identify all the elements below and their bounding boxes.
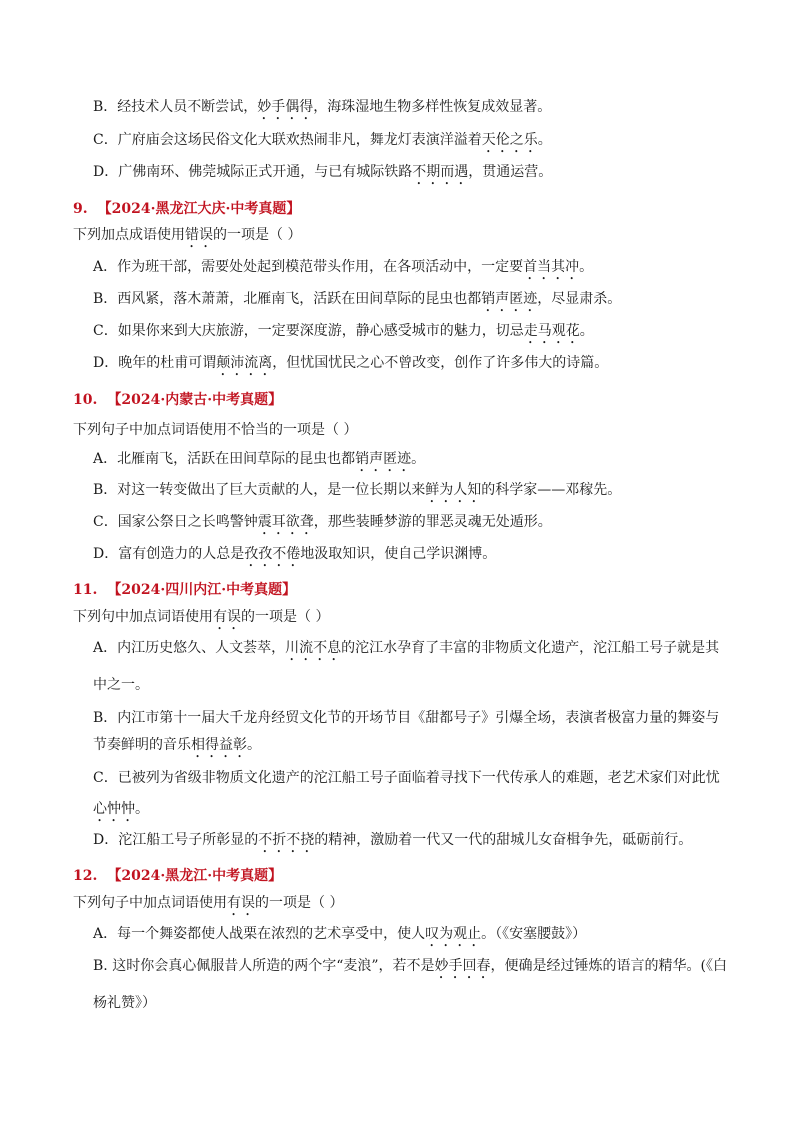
stem-text: 下列句中加点词语使用 xyxy=(73,609,213,625)
q12-header xyxy=(73,866,282,886)
q11-option-d[interactable] xyxy=(93,830,692,856)
emphasized-phrase: 首当其冲 xyxy=(523,259,580,275)
option-text: C．如果你来到大庆旅游，一定要深度游，静心感受城市的魅力，切忌 xyxy=(93,323,524,339)
q12-option-b-cont: 杨礼赞》） xyxy=(93,995,156,1011)
q10-option-c[interactable] xyxy=(93,512,552,538)
source-tag: 【2024·黑龙江·中考真题】 xyxy=(107,868,283,884)
option-text: D．富有创造力的人总是 xyxy=(93,546,245,562)
emphasized-phrase: 不折不挠 xyxy=(258,832,315,848)
emphasized-phrase: 天伦之乐 xyxy=(481,132,538,148)
emphasized-phrase: 妙手回春 xyxy=(434,958,491,974)
q8-option-d[interactable] xyxy=(93,162,552,188)
source-tag: 【2024·内蒙古·中考真题】 xyxy=(107,392,283,408)
emphasized-phrase: 不期而遇 xyxy=(412,164,469,180)
q10-stem: 下列句子中加点词语使用不恰当的一项是（ ） xyxy=(73,422,358,438)
q8-option-c[interactable] xyxy=(93,130,552,156)
emphasized-phrase: 有误 xyxy=(213,609,241,625)
emphasized-phrase: 川流不息 xyxy=(285,640,342,656)
q9-stem xyxy=(73,225,301,251)
question-number: 11. xyxy=(73,582,98,598)
option-text: ，海珠湿地生物多样性恢复成效显著。 xyxy=(313,99,552,115)
option-text: A．内江历史悠久、人文荟萃， xyxy=(93,640,286,656)
q8-option-b[interactable] xyxy=(93,97,551,123)
option-text: 的精神，激励着一代又一代的甜城儿女奋楫争先，砥砺前行。 xyxy=(314,832,693,848)
question-number: 12. xyxy=(73,868,98,884)
source-tag: 【2024·四川内江·中考真题】 xyxy=(107,582,297,598)
option-text: D．沱江船工号子所彰显的 xyxy=(93,832,259,848)
option-text: B．经技术人员不断尝试， xyxy=(93,99,258,115)
option-text: ，但忧国忧民之心不曾改变，创作了许多伟大的诗篇。 xyxy=(272,355,609,371)
q11-header xyxy=(73,580,296,600)
emphasized-phrase: 错误 xyxy=(185,227,213,243)
q12-option-b[interactable] xyxy=(93,956,727,982)
emphasized-phrase: 叹为观止 xyxy=(425,926,482,942)
q11-stem xyxy=(73,607,329,633)
emphasized-phrase: 销声匿迹 xyxy=(355,451,412,467)
option-text: 。 xyxy=(411,451,426,467)
option-text: B．西风紧，落木萧萧，北雁南飞，活跃在田间草际的昆虫也都 xyxy=(93,291,482,307)
q11-option-b-cont xyxy=(93,735,261,761)
option-text: 。 xyxy=(247,737,261,753)
stem-text: 的一项是（ ） xyxy=(213,227,302,243)
q10-option-b[interactable] xyxy=(93,480,621,506)
q10-option-d[interactable] xyxy=(93,544,496,570)
option-text: ，那些装睡梦游的罪恶灵魂无处遁形。 xyxy=(313,514,552,530)
option-text: B．对这一转变做出了巨大贡献的人，是一位长期以来 xyxy=(93,482,426,498)
q11-option-c-cont xyxy=(93,799,149,825)
q9-option-d[interactable] xyxy=(93,353,608,379)
emphasized-phrase: 鲜为人知 xyxy=(425,482,482,498)
option-text: 节奏鲜明的音乐 xyxy=(93,737,191,753)
option-text: 。 xyxy=(579,259,594,275)
q12-stem xyxy=(73,893,343,919)
q11-option-c[interactable]: C．已被列为省级非物质文化遗产的沱江船工号子面临着寻找下一代传承人的难题，老艺术家们对此忧 xyxy=(93,770,720,786)
emphasized-phrase: 有误 xyxy=(227,895,255,911)
emphasized-phrase: 孜孜不倦 xyxy=(244,546,301,562)
option-text: 。 xyxy=(579,323,594,339)
option-text: C．国家公祭日之长鸣警钟 xyxy=(93,514,258,530)
stem-text: 下列加点成语使用 xyxy=(73,227,185,243)
option-text: A．作为班干部，需要处处起到模范带头作用，在各项活动中，一定要 xyxy=(93,259,524,275)
question-number: 10. xyxy=(73,392,98,408)
stem-text: 的一项是（ ） xyxy=(241,609,330,625)
option-text: D．晚年的杜甫可谓 xyxy=(93,355,217,371)
option-text: ，贯通运营。 xyxy=(468,164,553,180)
option-text: 。 xyxy=(537,132,552,148)
q11-option-a[interactable] xyxy=(93,638,719,664)
option-text: C．广府庙会这场民俗文化大联欢热闹非凡，舞龙灯表演洋溢着 xyxy=(93,132,482,148)
option-text: 的沱江水孕育了丰富的非物质文化遗产，沱江船工号子就是其 xyxy=(341,640,720,656)
option-text: 地汲取知识，使自己学识渊博。 xyxy=(300,546,497,562)
option-text: 的科学家——邓稼先。 xyxy=(481,482,622,498)
q11-option-b[interactable]: B．内江市第十一届大千龙舟经贸文化节的开场节目《甜都号子》引爆全场，表演者极富力量的舞姿与 xyxy=(93,710,720,726)
emphasized-phrase: 走马观花 xyxy=(523,323,580,339)
q9-header xyxy=(73,199,300,219)
option-text: ，便确是经过锤炼的语言的精华。(《白 xyxy=(490,958,727,974)
q11-option-a-cont: 中之一。 xyxy=(93,677,149,693)
q9-option-b[interactable] xyxy=(93,289,621,315)
option-text: A．北雁南飞，活跃在田间草际的昆虫也都 xyxy=(93,451,356,467)
emphasized-phrase: 相得益彰 xyxy=(191,737,247,753)
emphasized-phrase: 销声匿迹 xyxy=(481,291,538,307)
option-text: D．广佛南环、佛莞城际正式开通，与已有城际铁路 xyxy=(93,164,413,180)
emphasized-phrase: 颠沛流离 xyxy=(216,355,273,371)
option-text: 。（《安塞腰鼓》） xyxy=(481,926,587,942)
q9-option-a[interactable] xyxy=(93,257,593,283)
q10-option-a[interactable] xyxy=(93,449,425,475)
option-text: ，尽显肃杀。 xyxy=(537,291,622,307)
option-text: 。 xyxy=(135,801,149,817)
emphasized-phrase: 震耳欲聋 xyxy=(257,514,314,530)
stem-text: 下列句子中加点词语使用 xyxy=(73,895,227,911)
emphasized-phrase: 心忡忡 xyxy=(93,801,135,817)
source-tag: 【2024·黑龙江大庆·中考真题】 xyxy=(97,201,301,217)
option-text: A．每一个舞姿都使人战栗在浓烈的艺术享受中，使人 xyxy=(93,926,426,942)
q10-header xyxy=(73,390,282,410)
stem-text: 的一项是（ ） xyxy=(255,895,344,911)
q9-option-c[interactable] xyxy=(93,321,594,347)
option-text: B. 这时你会真心佩服昔人所造的两个字“麦浪”，若不是 xyxy=(93,958,435,974)
question-number: 9. xyxy=(73,201,88,217)
q12-option-a[interactable] xyxy=(93,924,586,950)
emphasized-phrase: 妙手偶得 xyxy=(257,99,314,115)
